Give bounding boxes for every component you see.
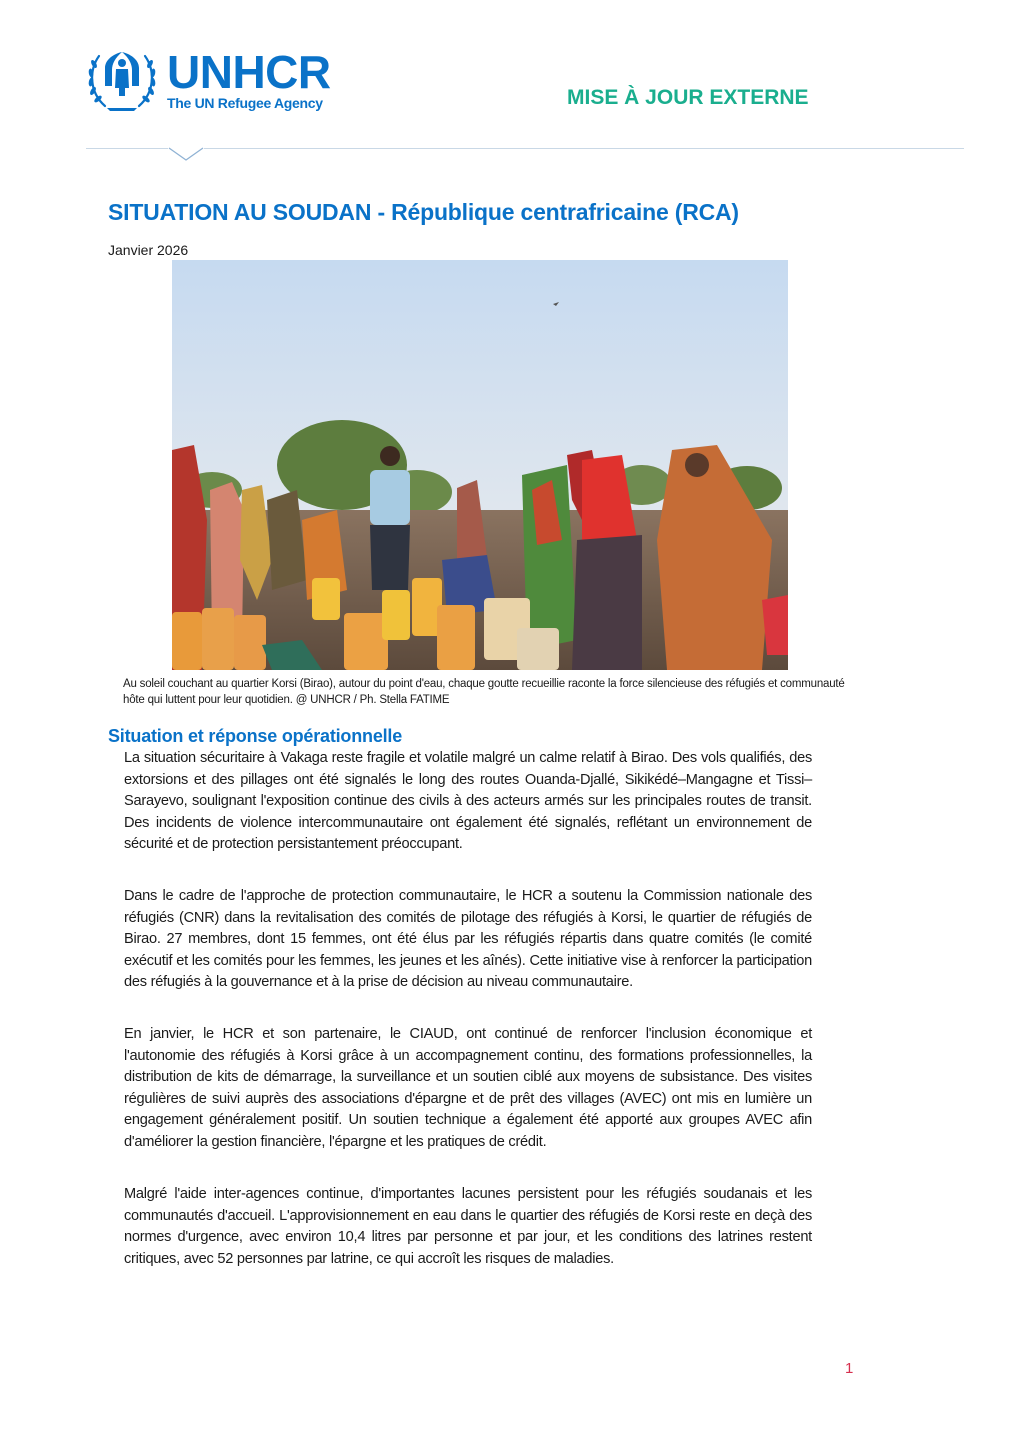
photo-caption: Au soleil couchant au quartier Korsi (Birao), autour du point d'eau, chaque goutte recueillie raconte la force silencieuse des réfugiés et communauté hôte qui luttent pour leur quotidien. @ UNHCR / Ph. Stella FATIME <box>123 678 845 706</box>
unhcr-emblem-icon <box>85 48 159 114</box>
cover-photo <box>172 260 788 670</box>
photo-illustration <box>172 260 788 670</box>
chevron-down-icon <box>168 144 204 164</box>
section-heading: Situation et réponse opérationnelle <box>108 726 403 746</box>
header-divider <box>86 148 964 149</box>
document-date: Janvier 2026 <box>108 242 189 258</box>
body-paragraph: Dans le cadre de l'approche de protection communautaire, le HCR a soutenu la Commission nationale des réfugiés (CNR) dans la revitalisation des comités de pilotage des réfugiés à Korsi, le quartier de réfugiés de Birao. 27 membres, dont 15 femmes, ont été élus par les réfugiés répartis dans quatre comités (le comité exécutif et les comités pour les femmes, les jeunes et les aînés). Cette initiative vise à renforcer la participation des réfugiés à la gouvernance et à la prise de décision au niveau communautaire. <box>124 888 812 990</box>
logo-wordmark: UNHCR <box>167 46 331 98</box>
page-title: SITUATION AU SOUDAN - République centrafricaine (RCA) <box>108 199 739 225</box>
body-paragraph: Malgré l'aide inter-agences continue, d'importantes lacunes persistent pour les réfugiés soudanais et les communautés d'accueil. L'approvisionnement en eau dans le quartier des réfugiés de Korsi reste en deçà des normes d'urgence, avec environ 10,4 litres par personne et par jour, et les conditions des latrines restent critiques, avec 52 personnes par latrine, ce qui accroît les risques de maladies. <box>124 1186 812 1267</box>
page-number: 1 <box>845 1360 854 1377</box>
unhcr-logo[interactable] <box>85 48 331 114</box>
logo-tagline: The UN Refugee Agency <box>167 95 323 111</box>
body-paragraph: La situation sécuritaire à Vakaga reste fragile et volatile malgré un calme relatif à Birao. Des vols qualifiés, des extorsions et des pillages ont été signalés le long des routes Ouanda-Djallé, Sikikédé–Mangagne et Tissi–Sarayevo, soulignant l'exposition continue des civils à des acteurs armés sur les principales routes de transit. Des incidents de violence intercommunautaire ont également été signalés, reflétant un environnement de sécurité et de protection persistantement préoccupant. <box>124 750 812 852</box>
document-type-label: MISE À JOUR EXTERNE <box>567 86 809 109</box>
body-paragraph: En janvier, le HCR et son partenaire, le CIAUD, ont continué de renforcer l'inclusion économique et l'autonomie des réfugiés à Korsi grâce à un accompagnement continu, des formations professionnelles, la distribution de kits de démarrage, la surveillance et un soutien ciblé aux moyens de subsistance. Des visites régulières de suivi auprès des associations d'épargne et de prêt des villages (AVEC) ont mis en lumière un engagement généralement positif. Un soutien technique a également été apporté aux groupes AVEC afin d'améliorer la gestion financière, l'épargne et les pratiques de crédit. <box>124 1026 812 1150</box>
